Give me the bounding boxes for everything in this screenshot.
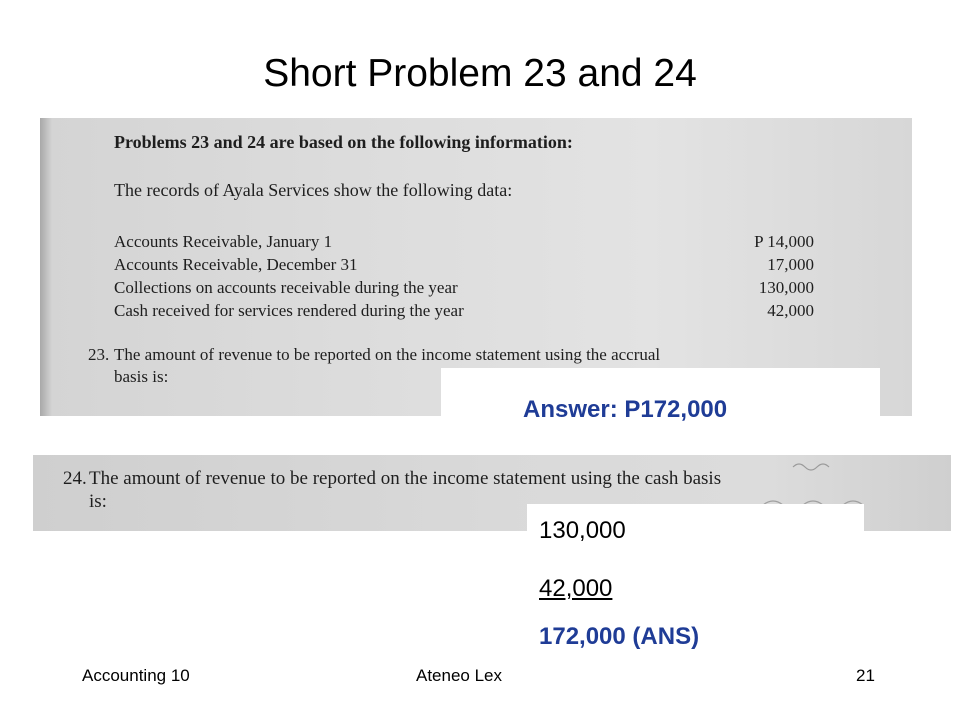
question-text-continued: is: [89,491,107,512]
data-rows [114,230,814,322]
footer-slide-number: 21 [856,666,875,685]
row-label: Collections on accounts receivable during the year [114,278,458,297]
answer-23-box [441,368,880,436]
slide-title: Short Problem 23 and 24 [263,52,697,95]
scan-edge-shadow [40,118,52,416]
data-row [114,230,814,253]
calc-collections: 130,000 [539,517,626,544]
question-text-continued: basis is: [114,367,169,386]
data-row [114,299,814,322]
question-number: 23. [88,345,110,364]
footer-school: Ateneo Lex [416,666,503,685]
row-amount: 17,000 [767,255,814,274]
answer-23-text: Answer: P172,000 [523,396,728,423]
row-label: Accounts Receivable, January 1 [114,232,333,251]
row-label: Cash received for services rendered during the year [114,301,464,320]
row-amount: P 14,000 [754,232,814,251]
problem-intro: The records of Ayala Services show the following data: [114,180,513,200]
question-number: 24. [63,468,87,489]
row-label: Accounts Receivable, December 31 [114,255,358,274]
question-text: The amount of revenue to be reported on the income statement using the cash basis [89,468,722,489]
calc-cash-services: 42,000 [539,575,613,602]
calc-total-answer: 172,000 (ANS) [539,623,700,650]
question-text: The amount of revenue to be reported on the income statement using the accrual [114,345,661,364]
row-amount: 42,000 [767,301,814,320]
footer-course: Accounting 10 [82,666,190,685]
problem-heading: Problems 23 and 24 are based on the following information: [114,132,573,152]
row-amount: 130,000 [758,278,814,297]
data-row [114,276,814,299]
data-row [114,253,814,276]
